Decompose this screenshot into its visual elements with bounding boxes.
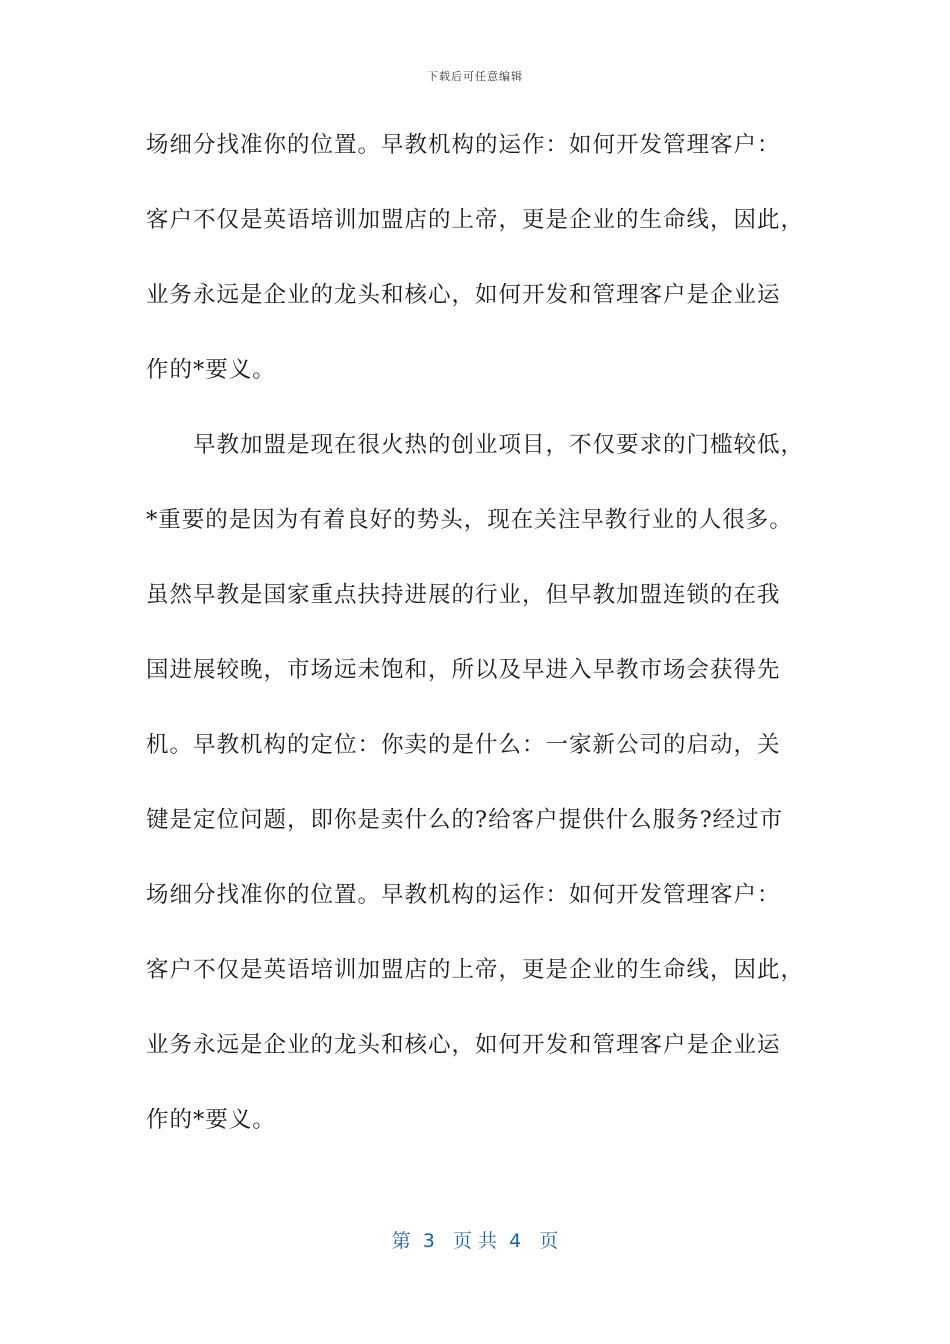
text-line: 作的*要义。 [146, 1107, 276, 1133]
text-line: 虽然早教是国家重点扶持进展的行业，但早教加盟连锁的在我 [146, 582, 781, 608]
text-line: 键是定位问题，即你是卖什么的?给客户提供什么服务?经过市 [146, 807, 784, 833]
text-line: 早教加盟是现在很火热的创业项目，不仅要求的门槛较低， [146, 432, 805, 458]
text-line: 作的*要义。 [146, 357, 276, 383]
document-body [146, 125, 811, 1175]
text-line: 国进展较晚，市场远未饱和，所以及早进入早教市场会获得先 [146, 657, 781, 683]
text-line: 客户不仅是英语培训加盟店的上帝，更是企业的生命线，因此， [146, 207, 805, 233]
text-line: 机。早教机构的定位：你卖的是什么：一家新公司的启动，关 [146, 732, 781, 758]
text-line: 客户不仅是英语培训加盟店的上帝，更是企业的生命线，因此， [146, 957, 805, 983]
text-line: 场细分找准你的位置。早教机构的运作：如何开发管理客户： [146, 882, 781, 908]
text-line: 业务永远是企业的龙头和核心，如何开发和管理客户是企业运 [146, 282, 781, 308]
text-line: 业务永远是企业的龙头和核心，如何开发和管理客户是企业运 [146, 1032, 781, 1058]
text-line: *重要的是因为有着良好的势头，现在关注早教行业的人很多。 [146, 507, 793, 533]
text-line: 场细分找准你的位置。早教机构的运作：如何开发管理客户： [146, 132, 781, 158]
page-number-footer: 第 3 页 共 4 页 [391, 1230, 559, 1252]
page-header-note: 下载后可任意编辑 [427, 70, 523, 83]
